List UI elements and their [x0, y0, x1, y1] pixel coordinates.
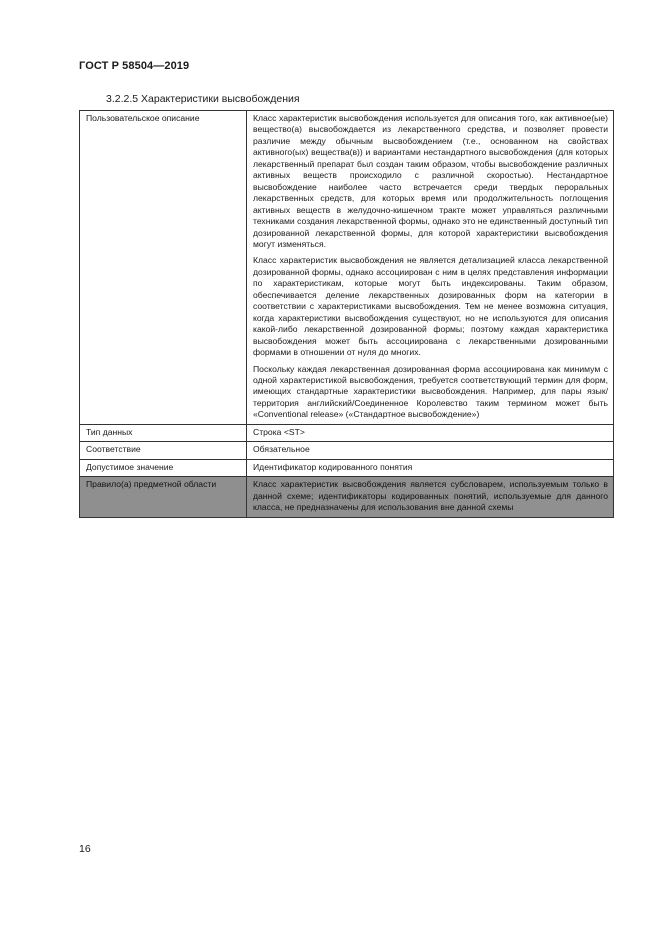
section-title: 3.2.2.5 Характеристики высвобождения: [106, 93, 300, 105]
paragraph: Класс характеристик высвобождения не является детализацией класса лекарственной дозированной формы, однако ассоциирован с ним в целях представления информации по характеристикам, которые могут быть индексированы. Таким образом, обеспечивается деление лекарственных дозированных форм на категории в соответствии с характеристиками высвобождения. Тем не менее возможна ситуация, когда характеристики высвобождения существуют, но не используются для описания какой-либо лекарственной дозированной формы; поэтому каждая характеристика высвобождения может быть ассоциирована с лекарственными дозированными формами в отношении от нуля до многих.: [253, 255, 608, 358]
paragraph: Класс характеристик высвобождения используется для описания того, как активное(ые) вещество(а) высвобождается из лекарственного средства, и позволяет провести различие между обычным высвобождением (т.е., основанном на свойствах активного(ых) вещества(в)) и вариантами нестандартного высвобождения (для которых лекарственный препарат был создан таким образом, чтобы высвобождение различных активных веществ происходило с различной скоростью). Нестандартное высвобождение наиболее часто встречается среди твердых пероральных лекарственных средств, для которых время или продолжительность поглощения активных веществ в желудочно-кишечном тракте может управляться различными техниками создания лекарственной формы, однако это не единственный доступный тип дозированной лекарственной формы, для которой характеристики высвобождения могут изменяться.: [253, 113, 608, 249]
row-label: Допустимое значение: [80, 459, 247, 476]
row-value: [247, 111, 614, 425]
document-header: ГОСТ Р 58504—2019: [79, 60, 190, 72]
page-number: 16: [79, 843, 91, 855]
row-value: Строка <ST>: [247, 424, 614, 441]
row-label: Соответствие: [80, 442, 247, 459]
row-value: Обязательное: [247, 442, 614, 459]
table-row: [80, 111, 614, 425]
table-row: [80, 442, 614, 459]
row-value: Идентификатор кодированного понятия: [247, 459, 614, 476]
attribute-table: [79, 110, 614, 518]
row-label: Тип данных: [80, 424, 247, 441]
paragraph: Поскольку каждая лекарственная дозированная форма ассоциирована как минимум с одной характеристикой высвобождения, требуется соответствующий термин для форм, имеющих стандартные характеристики высвобождения. Например, для пары язык/территория английский/Соединенное Королевство таким термином может быть «Conventional release» («Стандартное высвобождение»): [253, 363, 608, 420]
row-label: Пользовательское описание: [80, 111, 247, 425]
row-label: Правило(а) предметной области: [80, 477, 247, 517]
table-row: [80, 424, 614, 441]
table-row: [80, 459, 614, 476]
table-row-shaded: [80, 477, 614, 517]
row-value: Класс характеристик высвобождения является субсловарем, используемым только в данной схеме; идентификаторы кодированных понятий, используемые для данного класса, не предназначены для использования вне данной схемы: [247, 477, 614, 517]
